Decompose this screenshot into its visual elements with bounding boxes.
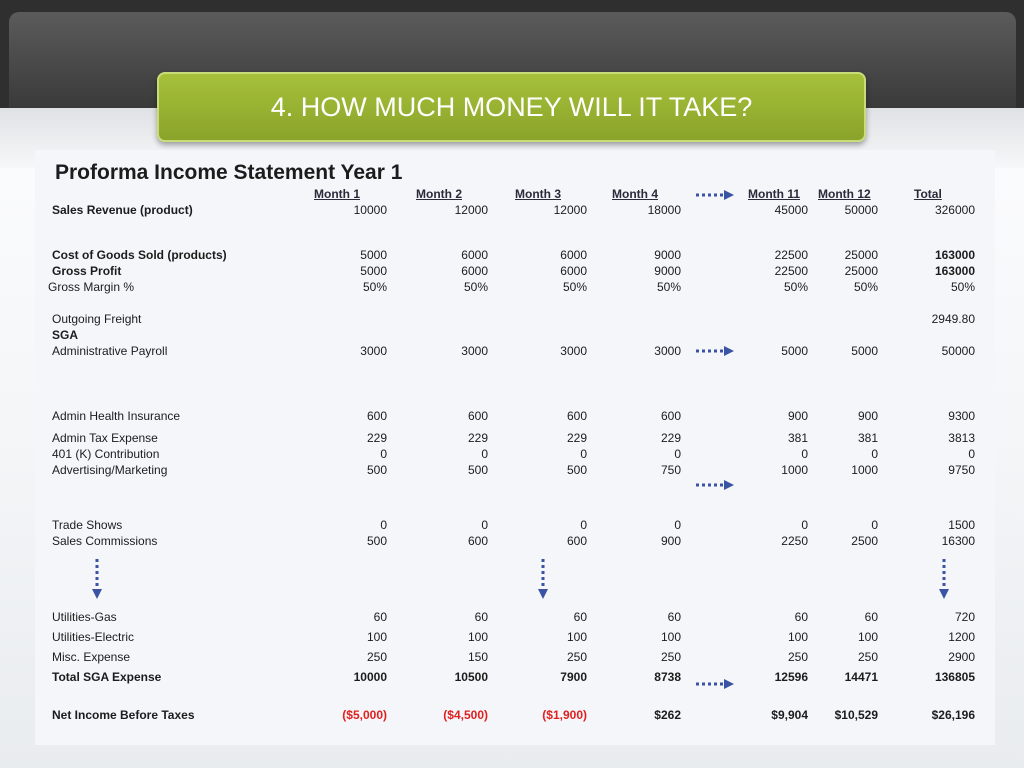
table-cell: 0 [380,447,387,461]
table-cell: 5000 [851,344,878,358]
table-cell: 0 [481,447,488,461]
row-label: Outgoing Freight [52,312,142,326]
table-cell: 3000 [560,344,587,358]
table-cell: 250 [660,650,681,664]
table-cell: 12000 [553,203,587,217]
continuation-arrow-icon [536,558,550,600]
table-cell: 50% [562,280,587,294]
table-cell: ($5,000) [342,708,387,722]
table-cell: 6000 [560,248,587,262]
table-cell: ($1,900) [542,708,587,722]
table-cell: 229 [566,431,587,445]
column-header: Month 2 [416,187,462,201]
table-cell: 0 [968,447,975,461]
column-header: Month 3 [515,187,561,201]
table-cell: 600 [366,409,387,423]
table-cell: 10500 [454,670,488,684]
table-cell: 600 [467,534,488,548]
table-cell: 0 [801,518,808,532]
table-cell: 163000 [934,264,975,278]
table-cell: 50% [853,280,878,294]
table-cell: 16300 [941,534,975,548]
table-cell: 10000 [353,670,387,684]
table-cell: 250 [566,650,587,664]
table-cell: 10000 [353,203,387,217]
row-label: Sales Revenue (product) [52,203,193,217]
table-cell: 5000 [360,248,387,262]
table-cell: 500 [366,534,387,548]
table-cell: 22500 [774,264,808,278]
continuation-arrow-icon [695,189,735,201]
table-cell: 2500 [851,534,878,548]
table-cell: 1000 [851,463,878,477]
table-cell: $10,529 [834,708,878,722]
table-cell: 600 [660,409,681,423]
table-cell: 3813 [948,431,975,445]
table-cell: 7900 [560,670,587,684]
table-cell: 100 [787,630,808,644]
row-label: 401 (K) Contribution [52,447,160,461]
table-cell: 250 [366,650,387,664]
table-cell: 0 [580,518,587,532]
table-cell: 100 [366,630,387,644]
table-cell: 0 [380,518,387,532]
column-header: Month 4 [612,187,658,201]
row-label: Total SGA Expense [52,670,162,684]
table-cell: 229 [467,431,488,445]
table-cell: 6000 [461,248,488,262]
table-cell: 6000 [560,264,587,278]
table-cell: 600 [467,409,488,423]
table-cell: 60 [474,610,488,624]
continuation-arrow-icon [695,678,735,690]
table-cell: 50% [783,280,808,294]
column-header: Month 1 [314,187,360,201]
table-cell: 14471 [844,670,878,684]
table-cell: 9000 [654,264,681,278]
table-cell: 0 [871,447,878,461]
row-label: Trade Shows [52,518,123,532]
continuation-arrow-icon [695,345,735,357]
table-cell: 900 [857,409,878,423]
table-cell: 250 [857,650,878,664]
table-cell: 60 [864,610,878,624]
table-cell: 5000 [781,344,808,358]
table-cell: 1500 [948,518,975,532]
continuation-arrow-icon [90,558,104,600]
table-cell: 250 [787,650,808,664]
table-cell: 9750 [948,463,975,477]
table-cell: 3000 [654,344,681,358]
row-label: Utilities-Electric [52,630,135,644]
table-cell: 60 [373,610,387,624]
table-cell: 500 [366,463,387,477]
table-cell: 2900 [948,650,975,664]
row-label: SGA [52,328,79,342]
table-cell: 720 [954,610,975,624]
table-cell: 50% [656,280,681,294]
table-cell: 900 [787,409,808,423]
row-label: Utilities-Gas [52,610,117,624]
table-cell: 60 [794,610,808,624]
table-cell: 25000 [844,248,878,262]
table-cell: 45000 [774,203,808,217]
table-cell: $9,904 [771,708,808,722]
row-label: Cost of Goods Sold (products) [52,248,227,262]
row-label: Gross Profit [52,264,122,278]
table-cell: 1200 [948,630,975,644]
slide-title: 4. HOW MUCH MONEY WILL IT TAKE? [157,72,866,142]
continuation-arrow-icon [695,479,735,491]
table-cell: ($4,500) [443,708,488,722]
column-header: Month 12 [818,187,871,201]
row-label: Gross Margin % [48,280,135,294]
table-cell: 150 [467,650,488,664]
table-cell: 0 [801,447,808,461]
column-header: Total [914,187,942,201]
table-cell: 60 [667,610,681,624]
table-cell: 500 [566,463,587,477]
table-cell: 25000 [844,264,878,278]
table-cell: $262 [654,708,681,722]
table-cell: 600 [566,409,587,423]
table-cell: 50000 [941,344,975,358]
table-cell: 229 [366,431,387,445]
table-cell: 2250 [781,534,808,548]
table-cell: 0 [674,518,681,532]
row-label: Misc. Expense [52,650,131,664]
table-cell: 6000 [461,264,488,278]
table-cell: 229 [660,431,681,445]
table-cell: 163000 [934,248,975,262]
table-cell: 136805 [934,670,975,684]
row-label: Admin Tax Expense [52,431,158,445]
table-cell: 12000 [454,203,488,217]
table-cell: 12596 [774,670,808,684]
row-label: Admin Health Insurance [52,409,181,423]
table-cell: 900 [660,534,681,548]
table-cell: 326000 [934,203,975,217]
table-cell: 2949.80 [931,312,975,326]
table-cell: 100 [566,630,587,644]
table-cell: 100 [660,630,681,644]
row-label: Sales Commissions [52,534,158,548]
table-cell: 0 [871,518,878,532]
table-cell: 5000 [360,264,387,278]
table-cell: 100 [857,630,878,644]
table-cell: 3000 [461,344,488,358]
column-header: Month 11 [748,187,801,201]
row-label: Administrative Payroll [52,344,168,358]
table-cell: 50% [463,280,488,294]
table-cell: 500 [467,463,488,477]
table-cell: 0 [580,447,587,461]
table-cell: $26,196 [931,708,975,722]
table-cell: 50% [950,280,975,294]
table-cell: 60 [573,610,587,624]
table-cell: 18000 [647,203,681,217]
continuation-arrow-icon [937,558,951,600]
table-cell: 8738 [654,670,681,684]
table-cell: 50% [362,280,387,294]
table-cell: 50000 [844,203,878,217]
table-cell: 9300 [948,409,975,423]
table-cell: 9000 [654,248,681,262]
row-label: Advertising/Marketing [52,463,168,477]
table-cell: 381 [787,431,808,445]
table-cell: 0 [481,518,488,532]
table-cell: 0 [674,447,681,461]
table-cell: 22500 [774,248,808,262]
table-cell: 600 [566,534,587,548]
table-cell: 100 [467,630,488,644]
row-label: Net Income Before Taxes [52,708,195,722]
table-cell: 3000 [360,344,387,358]
table-cell: 1000 [781,463,808,477]
sheet-title: Proforma Income Statement Year 1 [55,161,403,184]
table-cell: 381 [857,431,878,445]
table-cell: 750 [660,463,681,477]
